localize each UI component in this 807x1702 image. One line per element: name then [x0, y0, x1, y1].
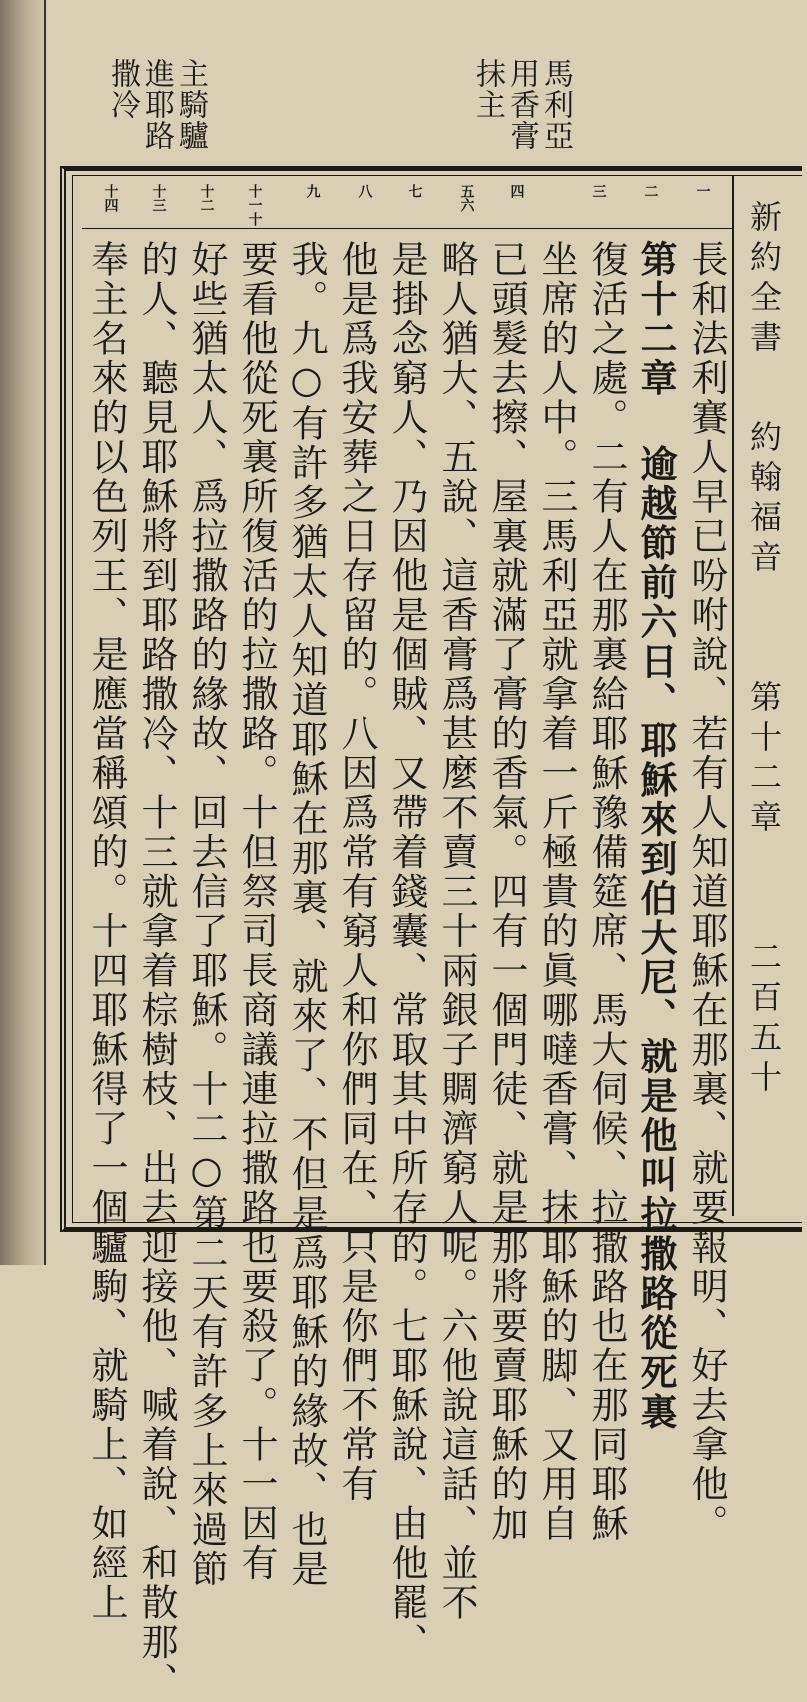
header-right — [470, 58, 572, 158]
text-column: 復活之處。二有人在那裏給耶穌豫備筵席、馬大伺候、拉撒路也在那同耶穌 — [585, 240, 628, 1544]
header-left-line: 主騎驢 — [173, 58, 208, 151]
column-number: 七 — [406, 184, 423, 198]
book-spine — [0, 0, 46, 1265]
text-column: 要看他從死裏所復活的拉撒路。十但祭司長商議連拉撒路也要殺了。十一因有 — [235, 240, 278, 1583]
column-number: 五六 — [458, 184, 475, 212]
text-column: 好些猶太人、爲拉撒路的緣故、回去信了耶穌。十二○第二天有許多上來過節 — [185, 240, 228, 1589]
column-number: 三 — [590, 184, 607, 198]
text-column: 他是爲我安葬之日存留的。八因爲常有窮人和你們同在、只是你們不常有 — [335, 240, 378, 1504]
column-number: 一 — [694, 184, 711, 198]
text-column: 坐席的人中。三馬利亞就拿着一斤極貴的眞哪噠香膏、抹耶穌的脚、又用自 — [535, 240, 578, 1544]
header-right-line: 抹主 — [470, 58, 505, 120]
header-left-line: 撒冷 — [105, 58, 140, 120]
text-column: 已頭髮去擦、屋裏就滿了膏的香氣。四有一個門徒、就是那將要賣耶穌的加 — [485, 240, 528, 1544]
column-number: 十二 — [198, 184, 215, 212]
column-number: 二 — [642, 184, 659, 198]
column-number: 四 — [508, 184, 525, 198]
text-column: 奉主名來的以色列王、是應當稱頌的。十四耶穌得了一個驢駒、就騎上、如經上 — [85, 240, 128, 1623]
gospel-title: 約翰福音 — [745, 420, 783, 580]
verse-number-rule — [82, 228, 732, 229]
header-right-line: 用香膏 — [504, 58, 539, 151]
text-column: 第十二章 逾越節前六日、耶穌來到伯大尼、就是他叫拉撒路從死裏 — [634, 240, 678, 1432]
column-number: 九 — [304, 184, 321, 198]
column-number: 十一十 — [246, 184, 263, 226]
header-right-line: 馬利亞 — [538, 58, 573, 151]
header-left-line: 進耶路 — [139, 58, 174, 151]
column-number: 十四 — [102, 184, 119, 212]
header-left — [105, 58, 207, 158]
text-column: 長和法利賽人早已吩咐說、若有人知道耶穌在那裏、就要報明、好去拿他。 — [685, 240, 728, 1544]
column-number: 八 — [356, 184, 373, 198]
book-title: 新約全書 — [745, 200, 783, 360]
chapter-label: 第十二章 — [745, 680, 783, 840]
text-column: 我。九○有許多猶太人知道耶穌在那裏、就來了、不但是爲耶穌的緣故、也是 — [285, 240, 328, 1589]
text-column: 是掛念窮人、乃因他是個賊、又帶着錢囊、常取其中所存的。七耶穌說、由他罷、 — [385, 240, 428, 1662]
gutter-divider — [732, 176, 734, 1216]
page-number: 二百五十 — [745, 940, 783, 1100]
column-number: 十三 — [150, 184, 167, 212]
text-column: 略人猶大、五說、這香膏爲甚麼不賣三十兩銀子賙濟窮人呢。六他說這話、並不 — [435, 240, 478, 1623]
text-column: 的人、聽見耶穌將到耶路撒冷、十三就拿着棕樹枝、出去迎接他、喊着說、和散那、 — [135, 240, 178, 1702]
